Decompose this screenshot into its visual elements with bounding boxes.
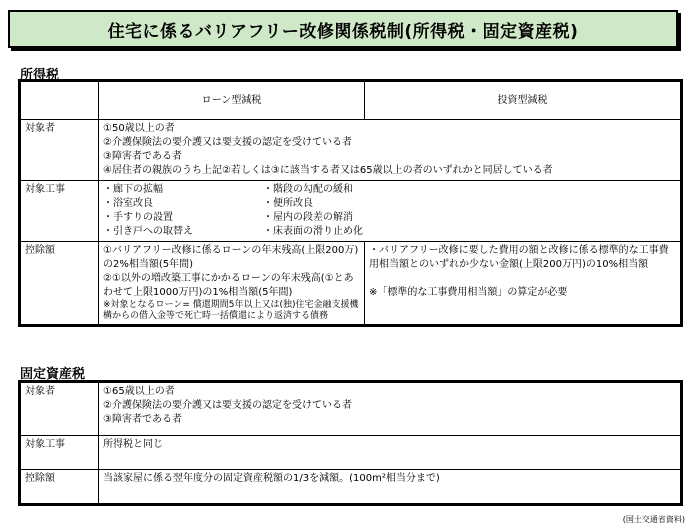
income-target-work-row (21, 181, 681, 242)
header-investment-type: 投資型減税 (365, 82, 681, 120)
row-label: 対象者 (21, 120, 99, 181)
loan-note: ※対象となるローン= 償還期間5年以上又は(独)住宅金融支援機構からの借入金等で死亡時一括償還により返済する債務 (103, 300, 359, 321)
page-title: 住宅に係るバリアフリー改修関係税制(所得税・固定資産税) (8, 10, 678, 48)
income-tax-table (20, 81, 681, 325)
list-item: ・引き戸への取替え (103, 226, 193, 237)
list-item: ・階段の勾配の緩和 (263, 184, 353, 195)
income-tax-header-row (21, 82, 681, 120)
row-label: 対象工事 (21, 181, 99, 242)
income-target-person-row (21, 120, 681, 181)
property-deduction-row (21, 470, 681, 504)
income-deduction-row (21, 242, 681, 325)
list-item: ②介護保険法の要介護又は要支援の認定を受けている者 (103, 137, 352, 148)
list-item: ③障害者である者 (103, 414, 182, 425)
list-item: ④居住者の親族のうち上記②若しくは③に該当する者又は65歳以上の者のいずれかと同居している者 (103, 165, 553, 176)
investment-deduction-cell (365, 242, 681, 325)
target-person-lines (99, 383, 681, 436)
list-item: ①バリアフリー改修に係るローンの年末残高(上限200万)の2%相当額(5年間) (103, 245, 359, 270)
header-blank-cell (21, 82, 99, 120)
target-person-lines (99, 120, 681, 181)
list-item: ・床表面の滑り止め化 (263, 226, 363, 237)
list-item: ③障害者である者 (103, 151, 182, 162)
income-tax-section-label: 所得税 (20, 68, 60, 83)
property-tax-table (20, 382, 681, 504)
loan-deduction-cell (99, 242, 365, 325)
list-item: ・浴室改良 (103, 198, 153, 209)
row-label: 対象者 (21, 383, 99, 436)
target-work-list (99, 181, 681, 242)
row-label: 控除額 (21, 470, 99, 504)
property-tax-section-label: 固定資産税 (20, 367, 86, 382)
list-item: ①50歳以上の者 (103, 123, 175, 134)
deduction-value: 当該家屋に係る翌年度分の固定資産税額の1/3を減額。(100m²相当分まで) (99, 470, 681, 504)
header-loan-type: ローン型減税 (99, 82, 365, 120)
row-label: 控除額 (21, 242, 99, 325)
list-item: ・手すりの設置 (103, 212, 173, 223)
list-item: ・バリアフリー改修に要した費用の額と改修に係る標準的な工事費用相当額とのいずれか少ない金額(上限200万円)の10%相当額 (369, 245, 669, 270)
list-item: ・便所改良 (263, 198, 313, 209)
list-item: ・廊下の拡幅 (103, 184, 163, 195)
source-note: (国土交通省資料) (622, 515, 685, 524)
property-target-work-row (21, 436, 681, 470)
row-label: 対象工事 (21, 436, 99, 470)
list-item: ・屋内の段差の解消 (263, 212, 353, 223)
property-target-person-row (21, 383, 681, 436)
list-item: ②介護保険法の要介護又は要支援の認定を受けている者 (103, 400, 352, 411)
investment-note: ※「標準的な工事費用相当額」の算定が必要 (369, 287, 568, 298)
list-item: ①65歳以上の者 (103, 386, 175, 397)
target-work-value: 所得税と同じ (99, 436, 681, 470)
list-item: ②①以外の増改築工事にかかるローンの年末残高(①とあわせて上限1000万円)の1%相当額(5年間) (103, 273, 354, 298)
